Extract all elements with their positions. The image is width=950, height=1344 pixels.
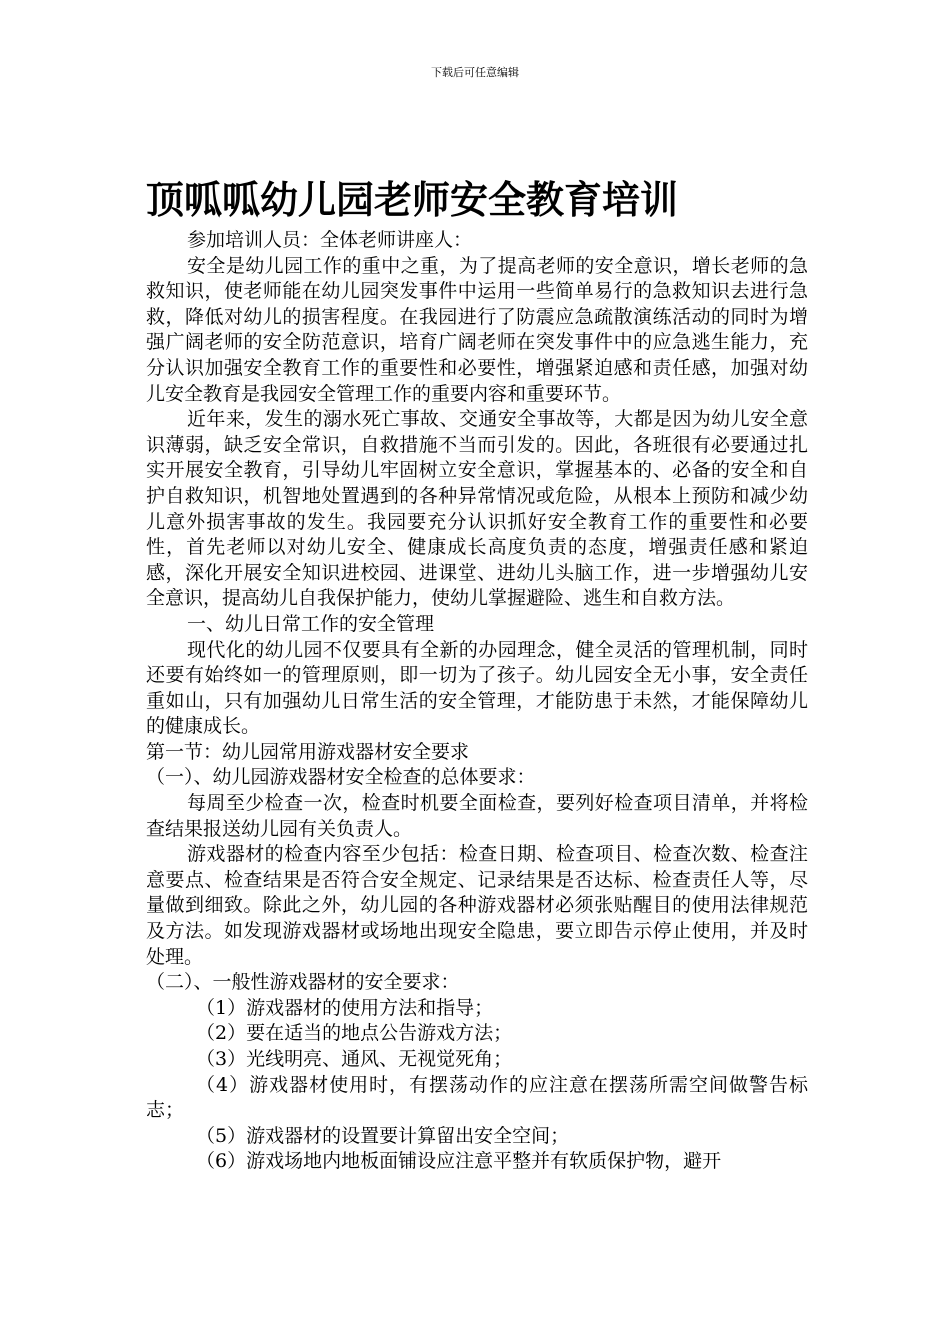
list-item: （6）游戏场地内地板面铺设应注意平整并有软质保护物，避开 [196, 1150, 722, 1173]
paragraph: 每周至少检查一次，检查时机要全面检查，要列好检查项目清单，并将检查结果报送幼儿园有关负责人。 [146, 792, 808, 840]
paragraph: 游戏器材的检查内容至少包括：检查日期、检查项目、检查次数、检查注意要点、检查结果是否符合安全规定、记录结果是否达标、检查责任人等，尽量做到细致。除此之外，幼儿园的各种游戏器材必须张贴醒目的使用法律规范及方法。如发现游戏器材或场地出现安全隐患，要立即告示停止使用，并及时处理。 [146, 843, 808, 968]
paragraph: 现代化的幼儿园不仅要具有全新的办园理念，健全灵活的管理机制，同时还要有始终如一的管理原则，即一切为了孩子。幼儿园安全无小事，安全责任重如山，只有加强幼儿日常生活的安全管理，才能防患于未然，才能保障幼儿的健康成长。 [146, 638, 808, 738]
list-item: （3）光线明亮、通风、无视觉死角； [196, 1048, 513, 1070]
paragraph: 近年来，发生的溺水死亡事故、交通安全事故等，大都是因为幼儿安全意识薄弱，缺乏安全常识，自救措施不当而引发的。因此，各班很有必要通过扎实开展安全教育，引导幼儿牢固树立安全意识，掌握基本的、必备的安全和自护自救知识，机智地处置遇到的各种异常情况或危险，从根本上预防和减少幼儿意外损害事故的发生。我园要充分认识抓好安全教育工作的重要性和必要性，首先老师以对幼儿安全、健康成长高度负责的态度，增强责任感和紧迫感，深化开展安全知识进校园、进课堂、进幼儿头脑工作，进一步增强幼儿安全意识，提高幼儿自我保护能力，使幼儿掌握避险、逃生和自救方法。 [146, 408, 808, 610]
list-item: （1）游戏器材的使用方法和指导； [196, 996, 494, 1019]
paragraph: 第一节：幼儿园常用游戏器材安全要求 [146, 740, 470, 763]
paragraph: 参加培训人员：全体老师讲座人： [187, 229, 473, 251]
document-page [146, 172, 808, 1175]
document-title: 顶呱呱幼儿园老师安全教育培训 [146, 178, 679, 222]
paragraph: （二）、一般性游戏器材的安全要求： [146, 971, 460, 994]
page-header-note: 下载后可任意编辑 [431, 66, 519, 79]
list-item: （2）要在适当的地点公告游戏方法； [196, 1022, 513, 1045]
list-item: （5）游戏器材的设置要计算留出安全空间； [196, 1124, 570, 1147]
document-body [146, 228, 808, 1175]
list-item: （4）游戏器材使用时，有摆荡动作的应注意在摆荡所需空间做警告标志； [146, 1073, 808, 1122]
paragraph: 一、幼儿日常工作的安全管理 [187, 612, 435, 635]
paragraph: 安全是幼儿园工作的重中之重，为了提高老师的安全意识，增长老师的急救知识，使老师能在幼儿园突发事件中运用一些简单易行的急救知识去进行急救，降低对幼儿的损害程度。在我园进行了防震应急疏散演练活动的同时为增强广阔老师的安全防范意识，培育广阔老师在突发事件中的应急逃生能力，充分认识加强安全教育工作的重要性和必要性，增强紧迫感和责任感，加强对幼儿安全教育是我园安全管理工作的重要内容和重要环节。 [146, 254, 808, 405]
paragraph: （一）、幼儿园游戏器材安全检查的总体要求： [146, 766, 536, 789]
